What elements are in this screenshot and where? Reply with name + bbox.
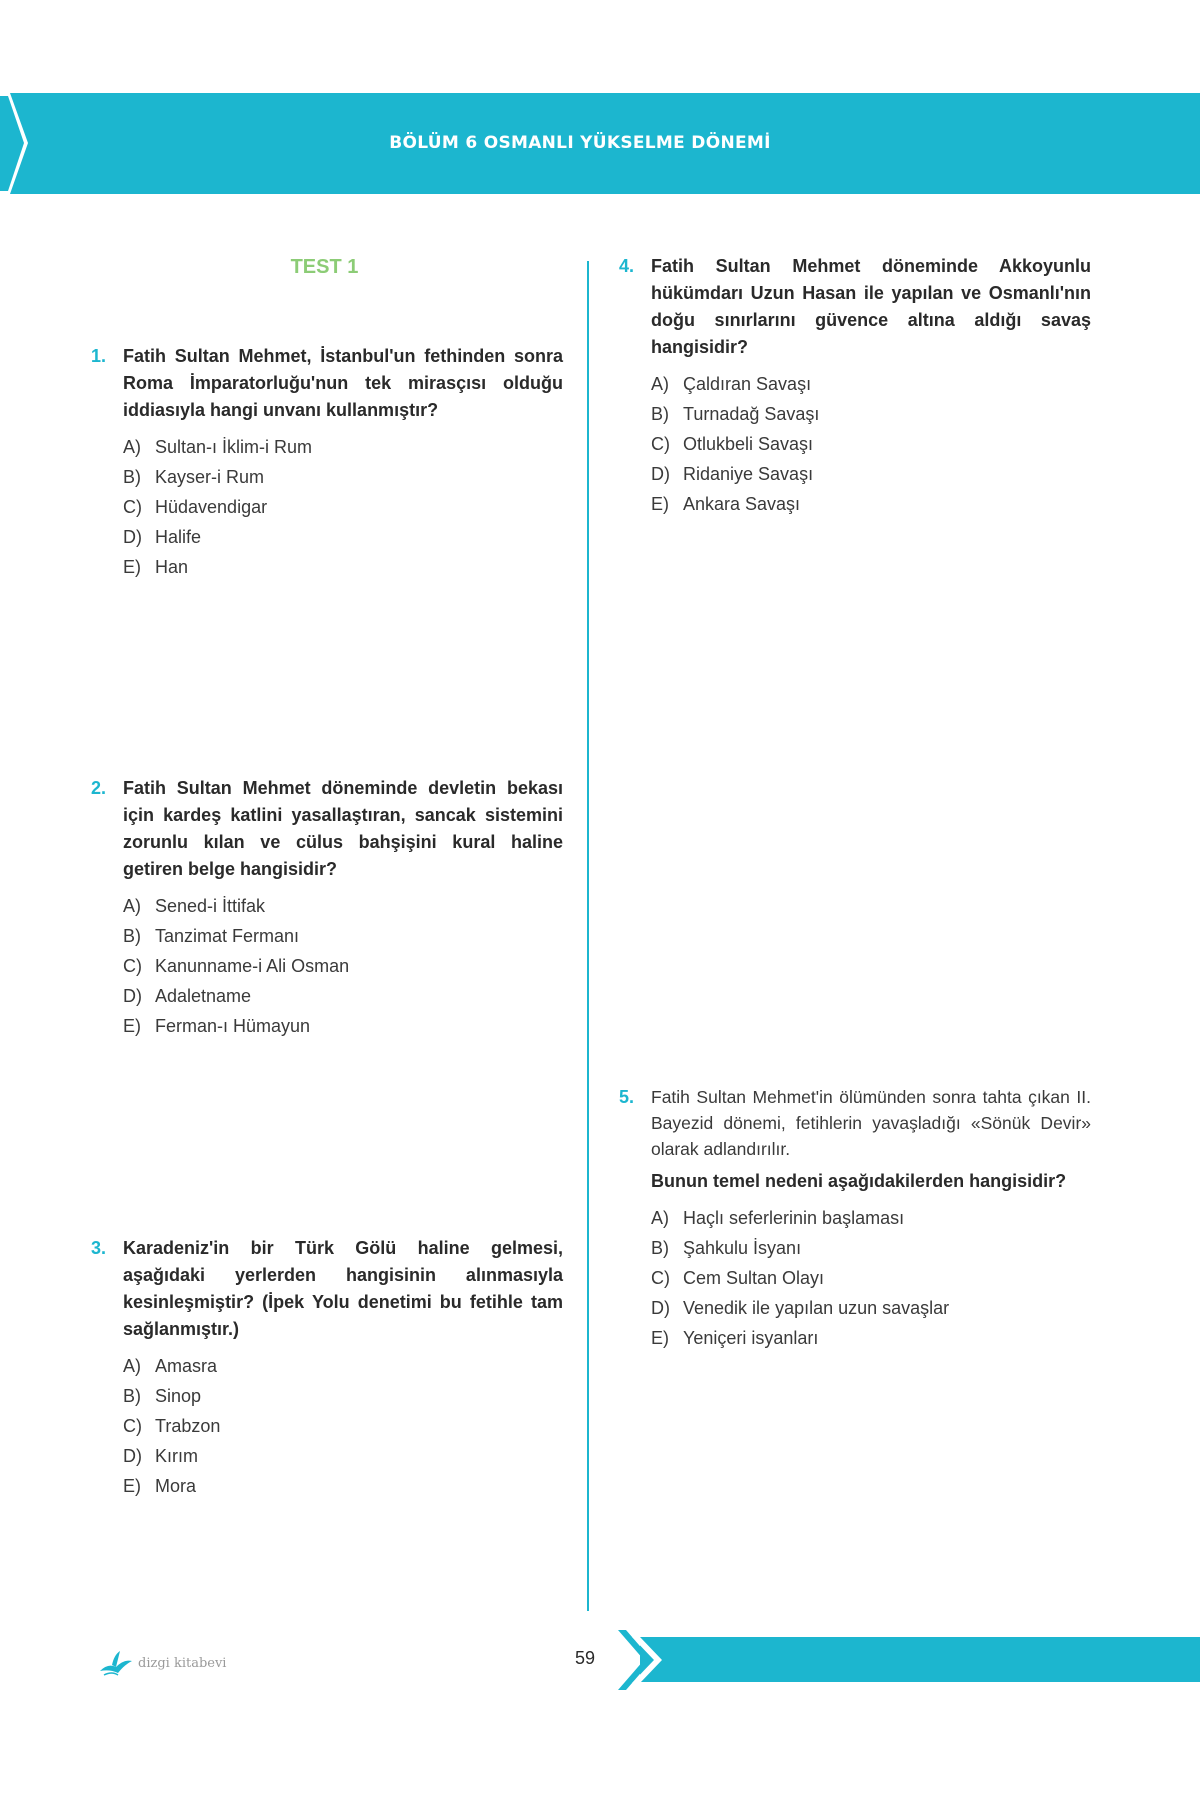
question-number: 1. bbox=[91, 346, 107, 366]
option-letter: B) bbox=[123, 926, 141, 946]
option-text: Ferman-ı Hümayun bbox=[155, 1016, 311, 1036]
question-2 bbox=[91, 775, 563, 1041]
option-text: Han bbox=[155, 557, 189, 577]
option-letter: E) bbox=[123, 557, 141, 577]
option-letter: B) bbox=[123, 467, 141, 487]
question-number: 4. bbox=[619, 256, 635, 276]
option-text: Mora bbox=[155, 1476, 197, 1496]
option-a[interactable] bbox=[651, 1203, 1091, 1233]
option-letter: C) bbox=[123, 956, 142, 976]
option-letter: A) bbox=[123, 896, 141, 916]
option-letter: B) bbox=[651, 1238, 669, 1258]
question-text: Fatih Sultan Mehmet'in ölümünden sonra tahta çıkan II. Bayezid dönemi, fetihlerin yavaşladığı «Sönük Devir» olarak adlandırılır. bbox=[651, 1087, 1091, 1159]
option-e[interactable] bbox=[123, 552, 563, 582]
option-e[interactable] bbox=[651, 489, 1091, 519]
option-text: Turnadağ Savaşı bbox=[683, 404, 820, 424]
option-letter: C) bbox=[651, 434, 670, 454]
question-number: 3. bbox=[91, 1238, 107, 1258]
option-e[interactable] bbox=[123, 1471, 563, 1501]
question-text: Karadeniz'in bir Türk Gölü haline gelmesi, aşağıdaki yerlerden hangisinin alınmasıyla kesinleşmiştir? (İpek Yolu denetimi bu fetihle tam sağlanmıştır.) bbox=[123, 1238, 563, 1339]
option-text: Sened-i İttifak bbox=[155, 896, 266, 916]
book-bird-logo-icon bbox=[98, 1649, 134, 1677]
option-text: Ankara Savaşı bbox=[683, 494, 801, 514]
question-text: Fatih Sultan Mehmet döneminde Akkoyunlu hükümdarı Uzun Hasan ile yapılan ve Osmanlı'nın doğu sınırlarını güvence altına aldığı savaş hangisidir? bbox=[651, 256, 1091, 357]
option-letter: D) bbox=[651, 464, 670, 484]
option-letter: C) bbox=[123, 497, 142, 517]
option-letter: D) bbox=[651, 1298, 670, 1318]
option-d[interactable] bbox=[651, 1293, 1091, 1323]
column-divider bbox=[587, 261, 589, 1611]
option-text: Kanunname-i Ali Osman bbox=[155, 956, 350, 976]
option-d[interactable] bbox=[123, 1441, 563, 1471]
option-b[interactable] bbox=[123, 921, 563, 951]
option-text: Venedik ile yapılan uzun savaşlar bbox=[683, 1298, 950, 1318]
option-a[interactable] bbox=[123, 432, 563, 462]
question-number: 5. bbox=[619, 1087, 635, 1107]
option-e[interactable] bbox=[123, 1011, 563, 1041]
chevron-right-icon bbox=[618, 1630, 668, 1690]
option-letter: A) bbox=[651, 1208, 669, 1228]
option-text: Adaletname bbox=[155, 986, 252, 1006]
question-4 bbox=[619, 253, 1091, 519]
option-b[interactable] bbox=[123, 462, 563, 492]
options-list bbox=[123, 1351, 563, 1501]
option-letter: A) bbox=[123, 437, 141, 457]
options-list bbox=[651, 369, 1091, 519]
option-a[interactable] bbox=[123, 1351, 563, 1381]
footer-band bbox=[640, 1637, 1200, 1682]
option-a[interactable] bbox=[651, 369, 1091, 399]
option-letter: C) bbox=[123, 1416, 142, 1436]
option-letter: A) bbox=[651, 374, 669, 394]
question-3 bbox=[91, 1235, 563, 1501]
option-letter: B) bbox=[651, 404, 669, 424]
option-text: Halife bbox=[155, 527, 202, 547]
option-letter: D) bbox=[123, 1446, 142, 1466]
publisher-logo bbox=[98, 1648, 226, 1678]
option-text: Cem Sultan Olayı bbox=[683, 1268, 825, 1288]
option-text: Sinop bbox=[155, 1386, 202, 1406]
option-letter: E) bbox=[123, 1476, 141, 1496]
option-d[interactable] bbox=[123, 522, 563, 552]
question-text: Fatih Sultan Mehmet, İstanbul'un fethinden sonra Roma İmparatorluğu'nun tek mirasçısı olduğu iddiasıyla hangi unvanı kullanmıştır? bbox=[123, 346, 563, 420]
option-text: Şahkulu İsyanı bbox=[683, 1238, 802, 1258]
option-d[interactable] bbox=[123, 981, 563, 1011]
option-text: Otlukbeli Savaşı bbox=[683, 434, 814, 454]
option-c[interactable] bbox=[123, 951, 563, 981]
option-letter: D) bbox=[123, 986, 142, 1006]
option-c[interactable] bbox=[651, 429, 1091, 459]
option-text: Yeniçeri isyanları bbox=[683, 1328, 819, 1348]
option-c[interactable] bbox=[123, 492, 563, 522]
option-c[interactable] bbox=[651, 1263, 1091, 1293]
option-letter: A) bbox=[123, 1356, 141, 1376]
option-text: Tanzimat Fermanı bbox=[155, 926, 300, 946]
option-letter: B) bbox=[123, 1386, 141, 1406]
option-text: Haçlı seferlerinin başlaması bbox=[683, 1208, 905, 1228]
option-letter: C) bbox=[651, 1268, 670, 1288]
question-prompt: Bunun temel nedeni aşağıdakilerden hangisidir? bbox=[651, 1171, 1067, 1191]
question-5 bbox=[619, 1084, 1091, 1353]
options-list bbox=[123, 432, 563, 582]
option-text: Ridaniye Savaşı bbox=[683, 464, 814, 484]
publisher-name: dizgi kitabevi bbox=[138, 1655, 227, 1671]
option-text: Çaldıran Savaşı bbox=[683, 374, 812, 394]
option-text: Kırım bbox=[155, 1446, 198, 1466]
option-b[interactable] bbox=[651, 1233, 1091, 1263]
page-number: 59 bbox=[574, 1648, 596, 1668]
option-text: Hüdavendigar bbox=[155, 497, 268, 517]
option-text: Amasra bbox=[155, 1356, 218, 1376]
options-list bbox=[123, 891, 563, 1041]
option-letter: D) bbox=[123, 527, 142, 547]
option-text: Kayser-i Rum bbox=[155, 467, 265, 487]
options-list bbox=[651, 1203, 1091, 1353]
option-c[interactable] bbox=[123, 1411, 563, 1441]
question-text: Fatih Sultan Mehmet döneminde devletin bekası için kardeş katlini yasallaştıran, sancak sistemini zorunlu kılan ve cülus bahşişini kural haline getiren belge hangisidir? bbox=[123, 778, 563, 879]
question-number: 2. bbox=[91, 778, 107, 798]
option-text: Sultan-ı İklim-i Rum bbox=[155, 437, 313, 457]
option-letter: E) bbox=[123, 1016, 141, 1036]
chapter-title: BÖLÜM 6 OSMANLI YÜKSELME DÖNEMİ bbox=[389, 133, 771, 153]
option-d[interactable] bbox=[651, 459, 1091, 489]
option-a[interactable] bbox=[123, 891, 563, 921]
option-b[interactable] bbox=[123, 1381, 563, 1411]
question-1 bbox=[91, 343, 563, 582]
option-letter: E) bbox=[651, 494, 669, 514]
option-text: Trabzon bbox=[155, 1416, 221, 1436]
option-e[interactable] bbox=[651, 1323, 1091, 1353]
option-b[interactable] bbox=[651, 399, 1091, 429]
option-letter: E) bbox=[651, 1328, 669, 1348]
test-title: TEST 1 bbox=[290, 256, 359, 278]
